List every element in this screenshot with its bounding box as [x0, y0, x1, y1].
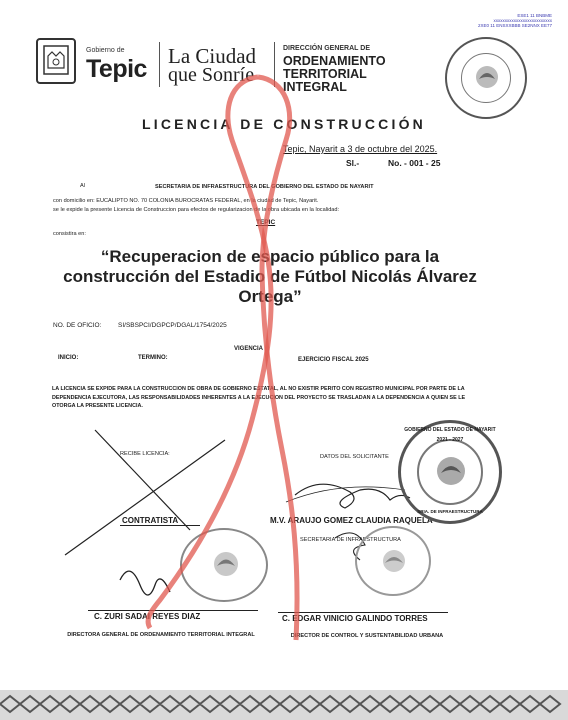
- recibe-licencia-label: RECIBE LICENCIA:: [120, 451, 170, 457]
- termino-label: TERMINO:: [138, 355, 168, 361]
- oficio-label: NO. DE OFICIO:: [53, 322, 102, 329]
- department-line: TERRITORIAL: [283, 67, 367, 81]
- consistira-label: consistira en:: [53, 231, 86, 237]
- license-number: No. - 001 - 25: [388, 158, 441, 168]
- contratista-label: CONTRATISTA: [122, 516, 179, 525]
- project-description: “Recuperacion de espacio público para la construcción del Estadio de Fútbol Nicolás Álvarez Ortega”: [63, 247, 477, 306]
- domicilio-line: con domicilio en: EUCALIPTO NO. 70 COLONIA BUROCRATAS FEDERAL, en la ciudad de Tepic, Nayarit.: [53, 198, 319, 204]
- vigencia-label: VIGENCIA: [234, 346, 264, 352]
- seal-years: 2021 - 2027: [436, 437, 464, 443]
- solicitante-name: M.V. ARAUJO GOMEZ CLAUDIA RAQUELA: [270, 516, 433, 525]
- code-line: ESE1 11 BNBME: [517, 13, 552, 18]
- license-conditions-paragraph: LA LICENCIA SE EXPIDE PARA LA CONSTRUCCION DE OBRA DE GOBIERNO ESTATAL, AL NO EXISTIR PERITO CON REGISTRO MUNICIPAL POR PARTE DE LA DEPENDENCIA EJECUTORA, LAS RESPONSABILIDADES INHERENTES A LA EJECUCION DEL PROYECTO SE TRASLADAN A LA DEPENDENCIA A QUIEN SE LE OTORGA LA PRESENTE LICENCIA.: [52, 386, 466, 409]
- secretaria-infraestructura-label: SECRETARIA DE INFRAESTRUCTURA: [300, 537, 401, 543]
- oficio-number: SI/SBSPCI/DGPCP/DGAL/1754/2025: [118, 322, 227, 329]
- signer-2-name: C. EDGAR VINICIO GALINDO TORRES: [282, 614, 428, 623]
- al-label: Al: [80, 183, 85, 189]
- inicio-label: INICIO:: [58, 355, 79, 361]
- code-line: 2XE0 11 ENSXXBBB SE2NNX EE77: [478, 23, 552, 28]
- sl-label: Sl.-: [346, 158, 360, 168]
- direccion-general-label: DIRECCIÓN GENERAL DE: [283, 45, 370, 52]
- issue-date: Tepic, Nayarit a 3 de octubre del 2025.: [283, 144, 438, 154]
- document-title: LICENCIA DE CONSTRUCCIÓN: [142, 116, 426, 132]
- signer-1-role: DIRECTORA GENERAL DE ORDENAMIENTO TERRITORIAL INTEGRAL: [67, 632, 255, 638]
- department-line: INTEGRAL: [283, 80, 347, 94]
- que-sonrie-slogan: que Sonríe: [168, 64, 255, 86]
- signer-2-role: DIRECTOR DE CONTROL Y SUSTENTABILIDAD URBANA: [290, 633, 444, 639]
- seal-bottom-text: SRIA. DE INFRAESTRUCTURA: [417, 509, 483, 514]
- la-ciudad-slogan: La Ciudad: [168, 44, 257, 68]
- datos-solicitante-label: DATOS DEL SOLICITANTE: [320, 454, 389, 460]
- signer-1-name: C. ZURI SADAI REYES DIAZ: [94, 612, 201, 621]
- department-line: ORDENAMIENTO: [283, 54, 386, 68]
- tepic-wordmark: Tepic: [86, 55, 147, 83]
- localidad-value: TEPIC: [256, 219, 276, 226]
- footer-decorative-pattern: [0, 694, 568, 714]
- gobierno-de-label: Gobierno de: [86, 47, 125, 54]
- expide-line: se le expide la presente Licencia de Construccion para efectos de regularizacion de la obra ubicada en la localidad:: [53, 207, 340, 213]
- recipient-name: SECRETARIA DE INFRAESTRUCTURA DEL GOBIERNO DEL ESTADO DE NAYARIT: [155, 184, 374, 190]
- ejercicio-fiscal: EJERCICIO FISCAL 2025: [298, 357, 369, 363]
- code-line: xxxxxxxxxxxxxxxxxxxxxxxxxx: [493, 18, 552, 23]
- seal-top-text: GOBIERNO DEL ESTADO DE NAYARIT: [404, 427, 496, 433]
